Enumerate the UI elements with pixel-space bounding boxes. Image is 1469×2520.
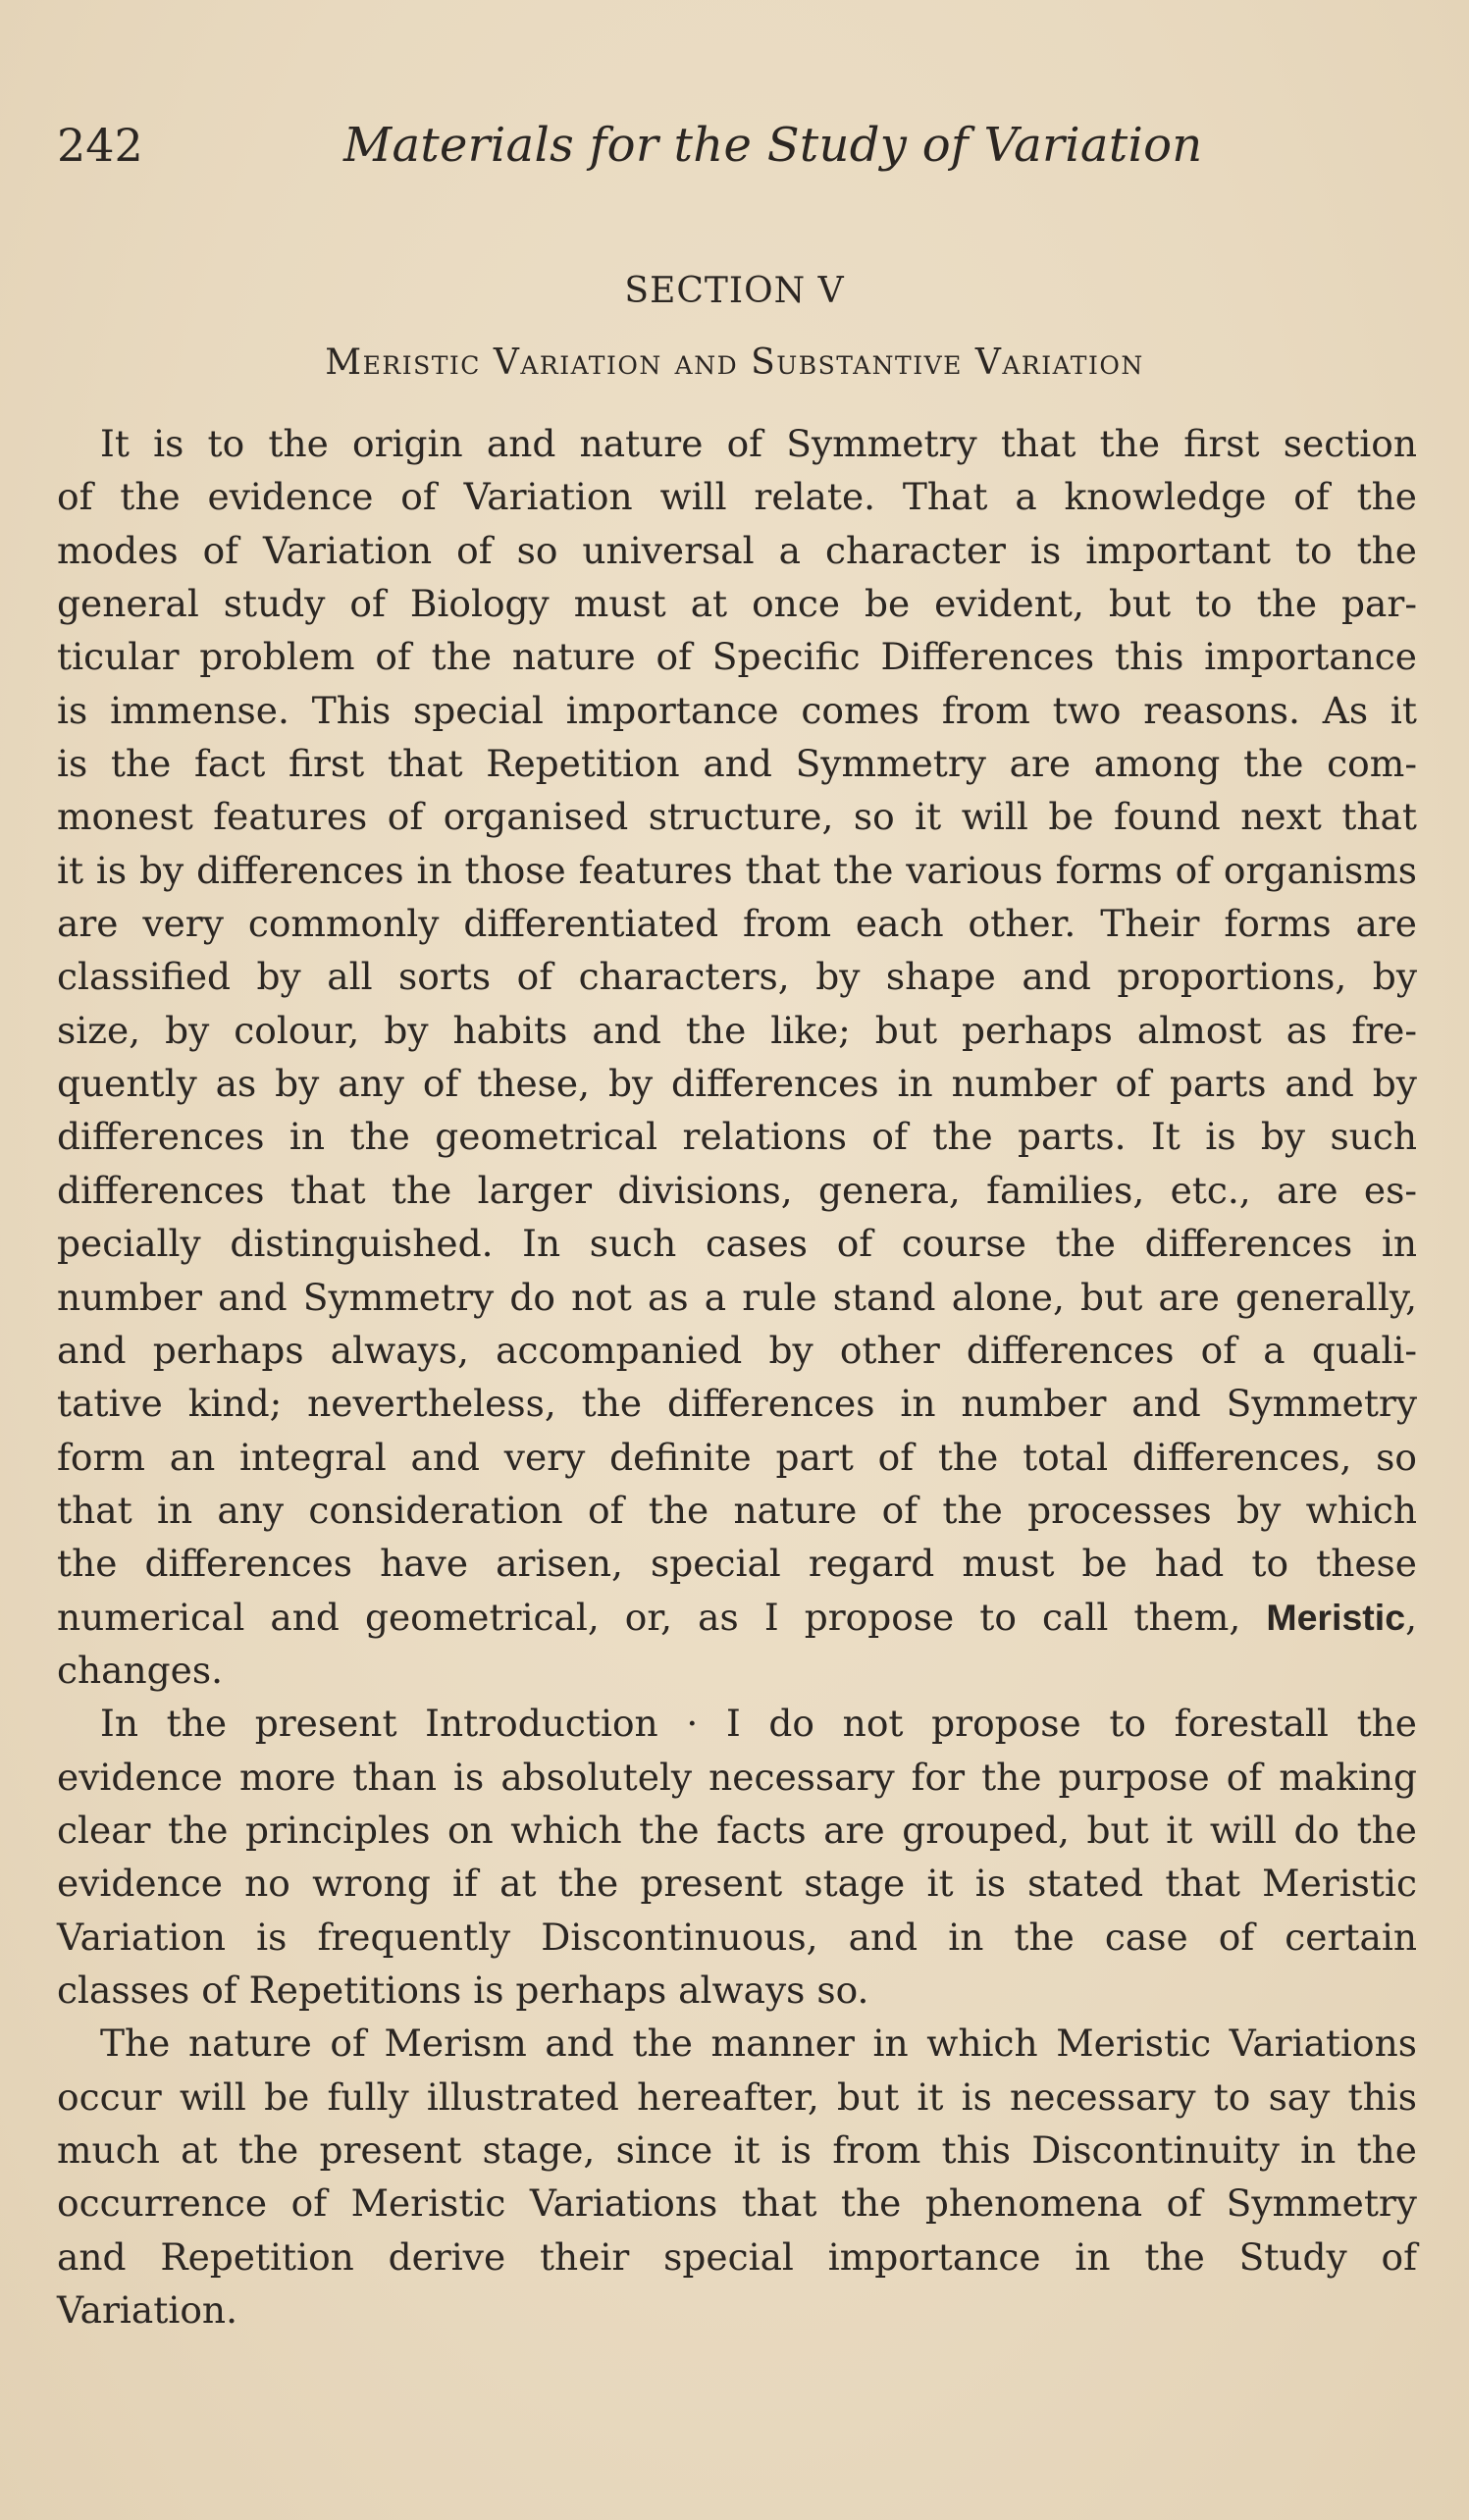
text-line: that in any consideration of the nature of the processes by which — [57, 1488, 1417, 1532]
text-line: monest features of organised structure, so it will be found next that — [57, 795, 1417, 839]
text-line: it is by differences in those features that the various forms of organisms — [57, 848, 1417, 892]
text-line: the differences have arisen, special regard must be had to these — [57, 1542, 1417, 1586]
text-line: It is to the origin and nature of Symmetry that the first section — [100, 422, 1417, 465]
text-line: occur will be fully illustrated hereafter, but it is necessary to say this — [57, 2074, 1417, 2119]
text-run: , — [1405, 1595, 1417, 1639]
text-line: number and Symmetry do not as a rule stand alone, but are generally, — [57, 1275, 1417, 1319]
running-title: Materials for the Study of Variation — [343, 118, 1203, 173]
text-line: changes. — [57, 1648, 224, 1692]
text-line: modes of Variation of so universal a character is important to the — [57, 528, 1417, 572]
text-line: and perhaps always, accompanied by other differences of a quali- — [57, 1328, 1417, 1372]
text-line: ticular problem of the nature of Specific Differences this importance — [57, 635, 1417, 679]
text-line: is the fact first that Repetition and Symmetry are among the com- — [57, 742, 1417, 786]
text-line: The nature of Merism and the manner in which Meristic Variations — [100, 2021, 1417, 2066]
bold-term: Meristic — [1266, 1596, 1406, 1638]
text-line: Variation. — [57, 2288, 237, 2333]
running-head — [57, 116, 1421, 175]
text-line: general study of Biology must at once be evident, but to the par- — [57, 582, 1417, 626]
section-title: Meristic Variation and Substantive Variation — [325, 342, 1144, 383]
text-line: classes of Repetitions is perhaps always so. — [57, 1968, 869, 2012]
text-line: clear the principles on which the facts are grouped, but it will do the — [57, 1808, 1417, 1852]
text-line: differences that the larger divisions, genera, families, etc., are es- — [57, 1168, 1417, 1212]
page-number: 242 — [57, 119, 143, 172]
body-text — [57, 417, 1417, 2336]
text-line: and Repetition derive their special importance in the Study of — [57, 2234, 1417, 2279]
text-line: size, by colour, by habits and the like; but perhaps almost as fre- — [57, 1008, 1417, 1052]
text-line: form an integral and very definite part of the total differences, so — [57, 1435, 1417, 1479]
text-line: In the present Introduction · I do not propose to forestall the — [100, 1702, 1417, 1746]
text-line: is immense. This special importance comes from two reasons. As it — [57, 688, 1417, 732]
text-line: evidence more than is absolutely necessary for the purpose of making — [57, 1755, 1417, 1799]
text-line: evidence no wrong if at the present stage it is stated that Meristic — [57, 1862, 1417, 1906]
text-line: tative kind; nevertheless, the differences in number and Symmetry — [57, 1382, 1417, 1426]
text-line: pecially distinguished. In such cases of course the differences in — [57, 1222, 1417, 1266]
section-label: SECTION V — [624, 271, 845, 311]
paragraph — [57, 417, 1417, 1697]
text-line: differences in the geometrical relations of the parts. It is by such — [57, 1115, 1417, 1159]
text-line: are very commonly differentiated from each other. Their forms are — [57, 902, 1417, 946]
text-line — [57, 1591, 1417, 1644]
paragraph — [57, 2017, 1417, 2336]
text-run: numerical and geometrical, or, as I propose to call them, — [57, 1595, 1267, 1639]
text-line: quently as by any of these, by differences in number of parts and by — [57, 1062, 1417, 1106]
paragraph — [57, 1697, 1417, 2017]
text-line: much at the present stage, since it is from this Discontinuity in the — [57, 2128, 1417, 2172]
text-line: classified by all sorts of characters, by shape and proportions, by — [57, 955, 1417, 999]
text-line: occurrence of Meristic Variations that the phenomena of Symmetry — [57, 2181, 1417, 2226]
text-line: Variation is frequently Discontinuous, and in the case of certain — [57, 1915, 1417, 1959]
text-line: of the evidence of Variation will relate. That a knowledge of the — [57, 475, 1417, 519]
